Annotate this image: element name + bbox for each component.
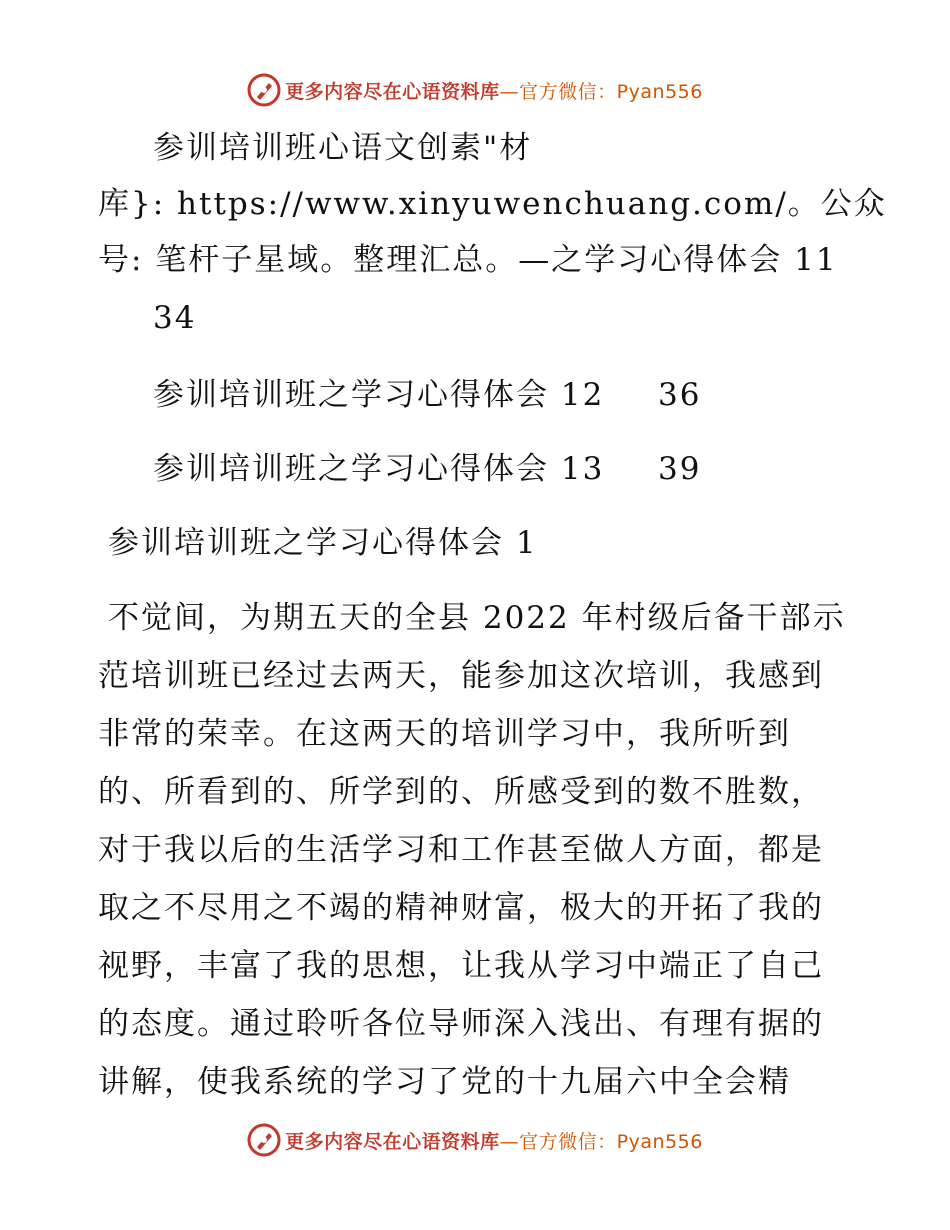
section-heading: 参训培训班之学习心得体会 1 <box>108 525 538 561</box>
toc-item-12-page: 36 <box>658 377 702 413</box>
toc-item-13-title: 参训培训班之学习心得体会 13 <box>153 451 605 487</box>
footer-banner-sub: —官方微信：Pyan556 <box>499 1130 703 1153</box>
toc-item-12 <box>153 375 853 415</box>
footer-banner-text: 更多内容尽在心语资料库 <box>285 1130 500 1153</box>
toc-item-13-page: 39 <box>658 451 702 487</box>
paragraph-line: 范培训班已经过去两天，能参加这次培训，我感到 <box>98 658 824 694</box>
paragraph-line: 对于我以后的生活学习和工作甚至做人方面，都是 <box>98 832 824 868</box>
toc-item-12-title: 参训培训班之学习心得体会 12 <box>153 377 605 413</box>
paragraph-line: 的态度。通过聆听各位导师深入浅出、有理有据的 <box>98 1006 824 1042</box>
toc-line-1: 参训培训班心语文创素"材 <box>153 130 533 166</box>
paragraph-line: 取之不尽用之不竭的精神财富，极大的开拓了我的 <box>98 890 824 926</box>
paragraph-line: 不觉间，为期五天的全县 2022 年村级后备干部示 <box>108 600 846 636</box>
header-banner-text: 更多内容尽在心语资料库 <box>285 80 500 103</box>
paragraph-line: 非常的荣幸。在这两天的培训学习中，我所听到 <box>98 716 791 752</box>
toc-line-2: 库}: https://www.xinyuwenchuang.com/。公众 <box>98 186 887 222</box>
toc-line-4: 34 <box>153 300 197 336</box>
toc-item-13 <box>153 449 853 489</box>
toc-line-3: 号: 笔杆子星域。整理汇总。—之学习心得体会 11 <box>98 242 838 278</box>
paragraph-line: 的、所看到的、所学到的、所感受到的数不胜数， <box>98 774 824 810</box>
header-banner <box>0 70 950 110</box>
paragraph-line: 视野，丰富了我的思想，让我从学习中端正了自己 <box>98 948 824 984</box>
paragraph-line: 讲解，使我系统的学习了党的十九届六中全会精 <box>98 1064 791 1100</box>
pen-logo-icon <box>247 1123 281 1157</box>
footer-banner <box>0 1120 950 1160</box>
pen-logo-icon <box>247 73 281 107</box>
header-banner-sub: —官方微信：Pyan556 <box>499 80 703 103</box>
